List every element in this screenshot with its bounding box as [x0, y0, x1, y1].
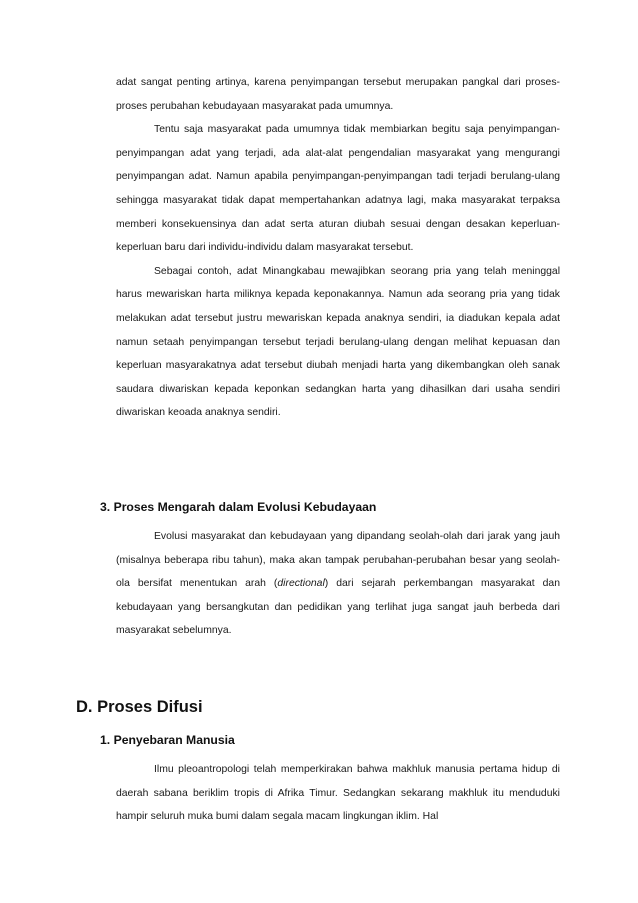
heading-number: D. [76, 698, 93, 716]
heading-section-3 [100, 500, 376, 514]
paragraph-penyimpangan: Tentu saja masyarakat pada umumnya tidak membiarkan begitu saja penyimpangan-penyimpangan adat yang terjadi, ada alat-alat pengendalian masyarakat yang mengurangi penyimpangan adat. Namun apabila penyimpangan-penyimpangan tadi terjadi berulang-ulang sehingga masyarakat tidak dapat mempertahankan adatnya lagi, maka masyarakat terpaksa memberi konsekuensinya dan adat serta aturan diubah sesuai dengan desakan keperluan-keperluan baru dari individu-individu dalam masyarakat tersebut. [116, 124, 560, 254]
paragraph-evolusi: Evolusi masyarakat dan kebudayaan yang dipandang seolah-olah dari jarak yang jauh (misalnya beberapa ribu tahun), maka akan tampak perubahan-perubahan besar yang seolah-ola bersifat menentukan arah (directional) dari sejarah perkembangan masyarakat dan kebudayaan yang bersangkutan dan pedidikan yang terlihat juga sangat jauh berbeda dari masyarakat sebelumnya. [116, 531, 560, 637]
heading-title: Penyebaran Manusia [113, 733, 235, 747]
heading-section-1 [100, 733, 235, 747]
heading-title: Proses Mengarah dalam Evolusi Kebudayaan [113, 500, 377, 514]
text-block-top [116, 71, 560, 425]
heading-number: 3. [100, 500, 111, 514]
heading-section-d [76, 698, 203, 717]
heading-title: Proses Difusi [97, 698, 203, 716]
paragraph-minangkabau: Sebagai contoh, adat Minangkabau mewajibkan seorang pria yang telah meninggal harus mewariskan harta miliknya kepada keponakannya. Namun ada seorang pria yang tidak melakukan adat tersebut justru mewariskan kepada anaknya sendiri, ia diadukan kepala adat namun setaah penyimpangan tersebut terjadi berulang-ulang dengan melihat kepuasan dan keperluan masyarakatnya adat tersebut diubah menjadi harta yang dikembangkan oleh sanak saudara diwariskan kepada keponkan sedangkan harta yang dihasilkan dari usaha sendiri diwariskan keoada anaknya sendiri. [116, 265, 560, 419]
text-block-section-1 [116, 758, 560, 829]
paragraph-pleoantropologi: Ilmu pleoantropologi telah memperkirakan bahwa makhluk manusia pertama hidup di daerah sabana beriklim tropis di Afrika Timur. Sedangkan sekarang makhluk itu menduduki hampir seluruh muka bumi dalam segala macam lingkungan iklim. Hal [116, 764, 560, 823]
text-block-section-3 [116, 525, 560, 643]
paragraph-continuation: adat sangat penting artinya, karena penyimpangan tersebut merupakan pangkal dari proses-proses perubahan kebudayaan masyarakat pada umumnya. [116, 77, 560, 112]
italic-term: directional [277, 578, 325, 590]
heading-number: 1. [100, 733, 111, 747]
